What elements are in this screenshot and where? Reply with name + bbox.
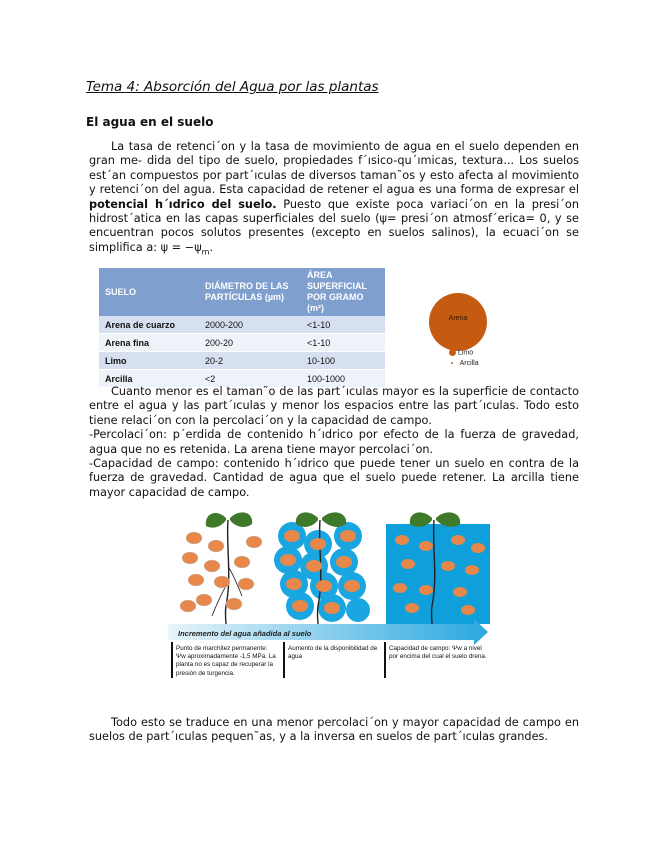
intro-bold-term: potencial h´ıdrico del suelo. [89,197,277,211]
caption-field-capacity: Capacidad de campo: Ψw a nivel por encima del cual el suelo drena. [389,645,487,661]
table-cell: <1-10 [301,334,385,352]
leaf-icon [230,512,252,527]
table-cell: Arena fina [99,334,199,352]
intro-subscript: m [201,247,210,257]
panel-moist-soil [274,512,370,638]
intro-text-1: La tasa de retenci´on y la tasa de movimiento de agua en el suelo dependen en gran me- dida del tipo de suelo, propiedades f´ısico-qu´ımicas, textura... Los suelos est´an compuestos por part´ıculas de diversos taman˜os y esto afecta al movimiento y retenci´on del agua. Esta capacidad de retener el agua es una forma de expresar el [89,140,579,197]
page-title: Tema 4: Absorción del Agua por las plantas [86,79,379,95]
table-header-row [99,268,385,316]
table-header: DIÁMETRO DE LAS PARTÍCULAS (µm) [199,268,301,316]
leaf-icon [206,513,226,528]
table-cell: Limo [99,352,199,370]
table-row [99,316,385,334]
panel-dry-soil [180,512,262,638]
legend-clay-label: Arcilla [459,360,479,367]
divider-line [171,642,173,678]
table-cell: 2000-200 [199,316,301,334]
legend-clay [451,360,479,367]
table-header: SUELO [99,268,199,316]
particle-size-paragraph [89,385,579,500]
soil-table [99,268,385,388]
leaf-icon [322,512,346,527]
table-row [99,352,385,370]
legend-silt [449,349,473,356]
divider-line [384,642,386,678]
percolation-definition: -Percolaci´on: p´erdida de contenido h´ıdrico por efecto de la fuerza de gravedad, agua que no es retenida. La arena tiene mayor percolaci´on. [89,428,579,456]
conclusion-paragraph [89,716,579,745]
silt-dot-icon [449,349,456,356]
legend-silt-label: Limo [457,349,474,357]
caption-availability: Aumento de la disponibilidad de agua [288,645,378,661]
intro-end: . [209,240,214,254]
field-capacity-definition: -Capacidad de campo: contenido h´ıdrico que puede tener un suelo en contra de la fuerza de gravedad. Cantidad de agua que el suelo puede retener. La arcilla tiene mayor capacidad de campo. [89,457,579,499]
intro-text-2: Puesto que existe poca variaci´on en la presi´on hidrost´atica en las capas superficiales del suelo (ψ= presi´on atmosf´erica= 0, y se encuentran pocos solutos presentes (excepto en suelos salinos), la ecuaci´on se simplifica a: ψ = −ψ [89,197,579,254]
table-header: ÁREA SUPERFICIAL POR GRAMO (m²) [301,268,385,316]
para2-text-1: Cuanto menor es el taman˜o de las part´ıculas mayor es la superficie de contacto entre el agua y las part´ıculas y menor los espacios entre las part´ıculas. Todo esto tiene relaci´on con la percolaci´on y la capacidad de campo. [89,385,579,427]
table-cell: 20-2 [199,352,301,370]
table-cell: 10-100 [301,352,385,370]
divider-line [283,642,285,678]
table-cell: Arcilla [99,370,199,388]
table-cell: <1-10 [301,316,385,334]
soil-water-figure [168,506,490,646]
soil-particles [180,532,262,612]
table-row [99,334,385,352]
table-cell: <2 [199,370,301,388]
caption-wilting-point: Punto de marchitez permanente: Ψw aproximadamente -1,5 MPa. La planta no es capaz de recuperar la presión de turgencia. [176,645,276,677]
conclusion-text: Todo esto se traduce en una menor percolaci´on y mayor capacidad de campo en suelos de part´ıculas pequen˜as, y a la inversa en suelos de part´ıculas grandes. [89,716,579,744]
section-heading: El agua en el suelo [86,115,214,129]
sand-particle-circle [429,293,487,351]
intro-paragraph [89,140,579,260]
table-cell: 200-20 [199,334,301,352]
leaf-icon [296,512,318,527]
clay-dot-icon [451,362,453,364]
table-cell: Arena de cuarzo [99,316,199,334]
table-cell: 100-1000 [301,370,385,388]
arrow-label: Incremento del agua añadida al suelo [178,629,312,638]
sand-particle-label: Arena [448,315,468,322]
